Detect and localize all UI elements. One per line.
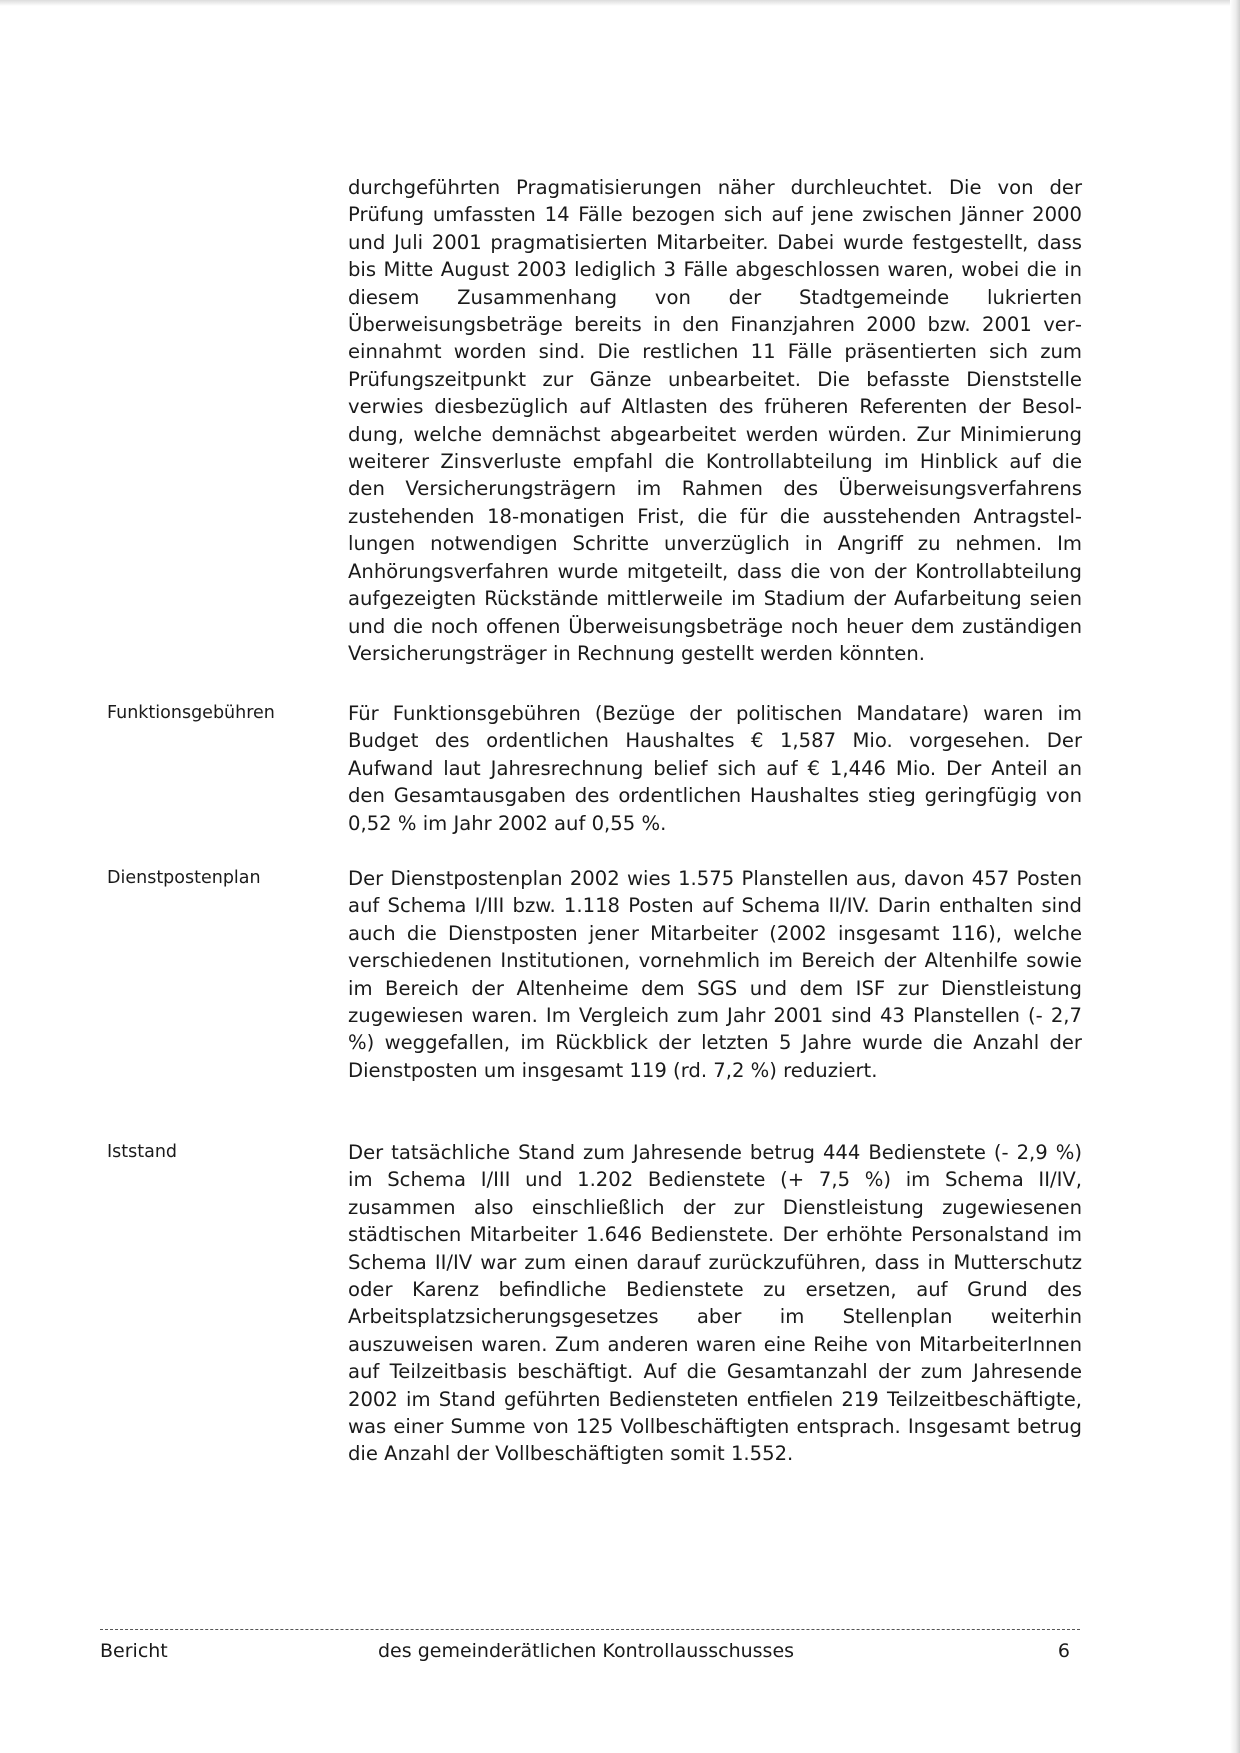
page-footer — [100, 1638, 1080, 1664]
margin-label-dienstpostenplan: Dienstpostenplan — [107, 868, 261, 888]
margin-label-funktionsgebuehren: Funktionsgebühren — [107, 703, 275, 723]
scan-edge-top — [0, 0, 1240, 6]
paragraph-dienstpostenplan: Der Dienstpostenplan 2002 wies 1.575 Planstellen aus, davon 457 Posten auf Schema I/III bzw. 1.118 Posten auf Schema II/IV. Darin enthalten sind auch die Dienstposten jener Mitarbeiter (2002 insgesamt 116), welche verschiedenen Institutionen, vornehmlich im Bereich der Altenhilfe sowie im Bereich der Altenheime dem SGS und dem ISF zur Dienstleistung zugewiesen waren. Im Vergleich zum Jahr 2001 sind 43 Planstellen (- 2,7 %) weggefallen, im Rückblick der letzten 5 Jahre wurde die Anzahl der Dienstposten um insgesamt 119 (rd. 7,2 %) reduziert. — [348, 867, 1082, 1082]
scan-edge-right — [1230, 0, 1240, 1753]
paragraph-funktionsgebuehren: Für Funktionsgebühren (Bezüge der politischen Mandatare) waren im Budget des ordentlichen Haushaltes € 1,587 Mio. vorgesehen. Der Aufwand laut Jahresrechnung belief sich auf € 1,446 Mio. Der Anteil an den Gesamtausgaben des ordentlichen Haushaltes stieg geringfügig von 0,52 % im Jahr 2002 auf 0,55 %. — [348, 702, 1082, 835]
paragraph-pragmatisierungen: durchgeführten Pragmatisierungen näher durchleuchtet. Die von der Prüfung umfassten 14 Fälle bezogen sich auf jene zwischen Jänner 2000 und Juli 2001 pragmatisierten Mitarbeiter. Dabei wurde festgestellt, dass bis Mitte August 2003 lediglich 3 Fälle abgeschlossen waren, wobei die in diesem Zusammenhang von der Stadtgemeinde lukrierten Überweisungsbeträge bereits in den Finanzjahren 2000 bzw. 2001 vereinnahmt worden sind. Die restlichen 11 Fälle präsentierten sich zum Prüfungszeitpunkt zur Gänze unbearbeitet. Die befasste Dienststelle verwies diesbezüglich auf Altlasten des früheren Referenten der Besoldung, welche demnächst abgearbeitet werden würden. Zur Minimierung weiterer Zinsverluste empfahl die Kontrollabteilung im Hinblick auf die den Versicherungsträgern im Rahmen des Überweisungsverfahrens zustehenden 18-monatigen Frist, die für die ausstehenden Antragstellungen notwendigen Schritte unverzüglich in Angriff zu nehmen. Im Anhörungsverfahren wurde mitgeteilt, dass die von der Kontrollabteilung aufgezeigten Rückstände mittlerweile im Stadium der Aufarbeitung seien und die noch offenen Überweisungsbeträge noch heuer dem zuständigen Versicherungsträger in Rechnung gestellt werden könnten. — [348, 176, 1082, 665]
footer-report-title: Bericht — [100, 1640, 168, 1662]
footer-divider — [100, 1629, 1080, 1630]
page-number: 6 — [1057, 1640, 1070, 1662]
footer-committee-name: des gemeinderätlichen Kontrollausschusses — [378, 1640, 795, 1662]
margin-label-iststand: Iststand — [107, 1142, 178, 1162]
paragraph-iststand: Der tatsächliche Stand zum Jahresende betrug 444 Bedienstete (- 2,9 %) im Schema I/III und 1.202 Bedienstete (+ 7,5 %) im Schema II/IV, zusammen also einschließlich der zur Dienstleistung zugewiesenen städtischen Mitarbeiter 1.646 Bedienstete. Der erhöhte Personalstand im Schema II/IV war zum einen darauf zurückzuführen, dass in Mutterschutz oder Karenz befindliche Bedienstete zu ersetzen, auf Grund des Arbeitsplatzsicherungsgesetzes aber im Stellenplan weiterhin auszuweisen waren. Zum anderen waren eine Reihe von MitarbeiterInnen auf Teilzeitbasis beschäftigt. Auf die Gesamtanzahl der zum Jahresende 2002 im Stand geführten Bediensteten entfielen 219 Teilzeitbeschäftigte, was einer Summe von 125 Vollbeschäftigten entsprach. Insgesamt betrug die Anzahl der Vollbeschäftigten somit 1.552. — [348, 1141, 1082, 1466]
